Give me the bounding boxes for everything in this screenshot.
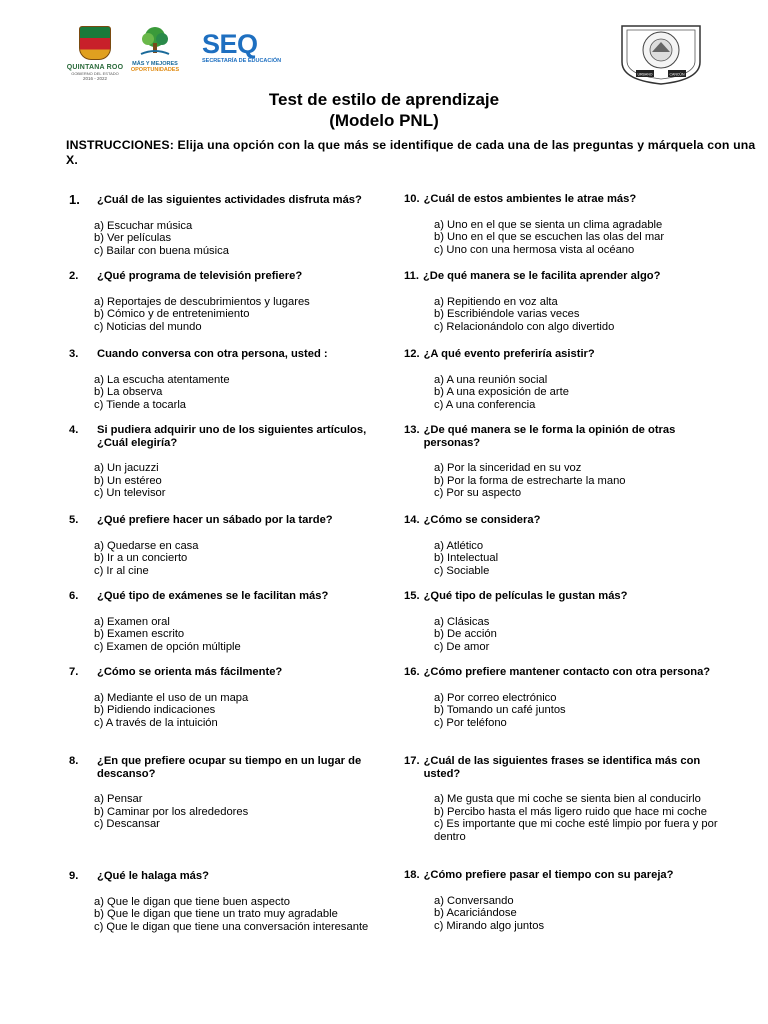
answer-options [69, 540, 389, 578]
answer-options [69, 462, 389, 500]
question-2 [69, 270, 389, 333]
answer-option[interactable]: b) Percibo hasta el más ligero ruido que hace mi coche [434, 805, 707, 818]
school-seal-icon [618, 22, 704, 86]
question-text [69, 348, 389, 361]
question-number: 15. [404, 590, 420, 602]
answer-option[interactable]: a) Repitiendo en voz alta [434, 295, 558, 308]
page-header [0, 0, 768, 90]
answer-option[interactable]: a) La escucha atentamente [94, 373, 230, 386]
question-text [69, 194, 389, 207]
coat-of-arms-icon [79, 26, 111, 60]
answer-option[interactable]: c) Uno con una hermosa vista al océano [434, 243, 635, 256]
answer-option[interactable]: c) A una conferencia [434, 398, 536, 411]
answer-option[interactable]: b) Un estéreo [94, 474, 162, 487]
question-number: 13. [404, 424, 420, 436]
answer-option[interactable]: a) Que le digan que tiene buen aspecto [94, 895, 290, 908]
question-15 [404, 590, 724, 653]
answer-option[interactable]: a) Me gusta que mi coche se sienta bien al conducirlo [434, 793, 701, 805]
answer-options [69, 220, 389, 258]
question-number: 8. [69, 755, 79, 767]
question-text [69, 270, 389, 283]
question-text [404, 270, 724, 283]
answer-option[interactable]: a) Quedarse en casa [94, 539, 199, 552]
question-3 [69, 348, 389, 411]
answer-option[interactable]: b) La observa [94, 386, 163, 398]
logo-mas-line2: OPORTUNIDADES [130, 67, 180, 73]
question-label: ¿Qué tipo de exámenes se le facilitan más? [97, 590, 329, 602]
logo-qroo-years: 2016 - 2022 [82, 76, 108, 81]
answer-option[interactable]: a) Mediante el uso de un mapa [94, 691, 249, 704]
instructions: INSTRUCCIONES: Elija una opción con la que más se identifique de cada una de las preguntas y márquela con una X. [66, 138, 756, 167]
answer-option[interactable]: b) Escribiéndole varias veces [434, 308, 580, 320]
question-17 [404, 755, 724, 843]
answer-option[interactable]: a) Atlético [434, 539, 484, 552]
question-text [69, 424, 389, 449]
answer-options [69, 374, 389, 412]
question-number: 11. [404, 270, 419, 282]
question-number: 18. [404, 869, 420, 881]
answer-option[interactable]: a) Un jacuzzi [94, 462, 159, 474]
tree-icon [138, 26, 172, 56]
question-5 [69, 514, 389, 577]
answer-option[interactable]: b) Que le digan que tiene un trato muy agradable [94, 908, 338, 920]
question-label: ¿Qué le halaga más? [97, 870, 209, 882]
question-text [404, 514, 724, 527]
answer-option[interactable]: a) Pensar [94, 793, 143, 805]
question-number: 9. [69, 870, 79, 882]
question-number: 17. [404, 755, 420, 767]
question-label: ¿Cómo prefiere pasar el tiempo con su pareja? [423, 869, 674, 881]
question-number: 12. [404, 348, 420, 360]
question-14 [404, 514, 724, 577]
answer-option[interactable]: a) Escuchar música [94, 219, 193, 232]
question-8 [69, 755, 389, 831]
question-text [69, 590, 389, 603]
question-number: 5. [69, 514, 79, 526]
question-text [404, 869, 724, 882]
answer-option[interactable]: b) Caminar por los alrededores [94, 805, 249, 818]
answer-options [69, 616, 389, 654]
answer-option[interactable]: b) Ver películas [94, 232, 172, 244]
answer-option[interactable]: c) Por su aspecto [434, 487, 522, 499]
question-label: ¿Cómo se considera? [423, 514, 541, 526]
question-6 [69, 590, 389, 653]
seq-logo [202, 30, 282, 64]
answer-option[interactable]: c) A través de la intuición [94, 716, 218, 729]
answer-options [69, 296, 389, 334]
answer-option[interactable]: c) Bailar con buena música [94, 244, 229, 257]
answer-option[interactable]: b) Uno en el que se escuchen las olas del mar [434, 231, 665, 243]
answer-option[interactable]: b) Intelectual [434, 552, 499, 564]
answer-option[interactable]: a) A una reunión social [434, 373, 548, 386]
answer-options [404, 296, 724, 334]
answer-option[interactable]: a) Conversando [434, 894, 514, 907]
answer-options [404, 462, 724, 500]
answer-options [404, 692, 724, 730]
answer-option[interactable]: b) Acariciándose [434, 907, 517, 919]
answer-option[interactable]: b) De acción [434, 628, 497, 640]
question-text [404, 348, 724, 361]
answer-option[interactable]: a) Examen oral [94, 615, 170, 628]
question-16 [404, 666, 724, 729]
seq-full-name: SECRETARÍA DE EDUCACIÓN [202, 58, 282, 64]
question-label: ¿De qué manera se le facilita aprender algo? [422, 270, 661, 282]
answer-option[interactable]: b) A una exposición de arte [434, 386, 569, 398]
logo-mas-line1: MÁS Y MEJORES [132, 61, 178, 67]
question-9 [69, 870, 389, 933]
answer-option[interactable]: b) Tomando un café juntos [434, 704, 566, 716]
answer-options [69, 793, 389, 831]
question-label: ¿En que prefiere ocupar su tiempo en un lugar de descanso? [97, 755, 362, 780]
answer-option[interactable]: c) Por teléfono [434, 716, 507, 729]
question-text [69, 755, 389, 780]
question-4 [69, 424, 389, 500]
answer-option[interactable]: b) Por la forma de estrecharte la mano [434, 474, 626, 487]
question-text [404, 193, 724, 206]
question-number: 6. [69, 590, 79, 602]
mas-oportunidades-logo [130, 26, 180, 86]
answer-options [404, 540, 724, 578]
logo-qroo-sub: GOBIERNO DEL ESTADO [71, 71, 119, 76]
answer-option[interactable]: a) Por la sinceridad en su voz [434, 462, 582, 474]
answer-option[interactable]: c) Tiende a tocarla [94, 398, 187, 411]
question-number: 1. [69, 192, 80, 207]
question-label: ¿A qué evento preferiría asistir? [423, 348, 595, 360]
question-10 [404, 193, 724, 256]
question-7 [69, 666, 389, 729]
answer-options [404, 895, 724, 933]
question-label: ¿Cómo prefiere mantener contacto con otra persona? [423, 666, 711, 678]
question-label: ¿Qué prefiere hacer un sábado por la tarde? [97, 514, 333, 526]
question-label: ¿Qué tipo de películas le gustan más? [423, 590, 628, 602]
question-label: Cuando conversa con otra persona, usted : [97, 348, 328, 360]
question-label: ¿Cuál de estos ambientes le atrae más? [423, 193, 637, 205]
question-text [69, 666, 389, 679]
question-label: ¿Cuál de las siguientes actividades disfruta más? [97, 194, 362, 206]
answer-option[interactable]: c) Examen de opción múltiple [94, 640, 241, 653]
question-text [69, 870, 389, 883]
question-text [404, 755, 724, 780]
question-number: 4. [69, 424, 79, 436]
question-label: ¿De qué manera se le forma la opinión de otras personas? [423, 424, 676, 449]
answer-option[interactable]: a) Clásicas [434, 615, 490, 628]
page-title: Test de estilo de aprendizaje [268, 90, 500, 109]
seal-left-text: URBANO [637, 72, 653, 77]
answer-options [404, 219, 724, 257]
question-text [69, 514, 389, 527]
answer-options [69, 692, 389, 730]
seal-right-text: CANCÚN [669, 72, 685, 77]
answer-option[interactable]: b) Pidiendo indicaciones [94, 704, 216, 716]
answer-option[interactable]: b) Ir a un concierto [94, 552, 188, 564]
answer-options [404, 793, 724, 843]
question-label: ¿Qué programa de televisión prefiere? [97, 270, 303, 282]
seq-acronym: SEQ [202, 29, 258, 59]
answer-option[interactable]: a) Por correo electrónico [434, 691, 557, 704]
question-label: ¿Cuál de las siguientes frases se identifica más con usted? [423, 755, 701, 780]
logo-qroo-name: QUINTANA ROO [66, 64, 124, 71]
question-label: ¿Cómo se orienta más fácilmente? [97, 666, 283, 678]
answer-option[interactable]: c) Relacionándolo con algo divertido [434, 320, 615, 333]
question-number: 10. [404, 193, 420, 205]
question-text [404, 666, 724, 679]
answer-option[interactable]: c) Ir al cine [94, 564, 149, 577]
question-13 [404, 424, 724, 500]
question-12 [404, 348, 724, 411]
answer-option[interactable]: c) Descansar [94, 818, 160, 830]
answer-option[interactable]: b) Cómico y de entretenimiento [94, 308, 250, 320]
answer-option[interactable]: c) Un televisor [94, 487, 166, 499]
question-number: 16. [404, 666, 420, 678]
quintana-roo-logo [62, 26, 128, 92]
answer-options [404, 374, 724, 412]
question-number: 14. [404, 514, 420, 526]
answer-option[interactable]: c) Que le digan que tiene una conversación interesante [94, 920, 369, 933]
question-label: Si pudiera adquirir uno de los siguientes artículos, ¿Cuál elegiría? [97, 424, 367, 449]
question-text [404, 424, 724, 449]
answer-option[interactable]: c) Noticias del mundo [94, 320, 202, 333]
answer-option[interactable]: c) Sociable [434, 564, 490, 577]
answer-options [69, 896, 389, 934]
question-number: 2. [69, 270, 79, 282]
question-number: 3. [69, 348, 79, 360]
answer-option[interactable]: c) Es importante que mi coche esté limpio por fuera y por dentro [434, 818, 718, 843]
answer-option[interactable]: b) Examen escrito [94, 628, 185, 640]
answer-option[interactable]: c) De amor [434, 640, 490, 653]
question-number: 7. [69, 666, 79, 678]
answer-options [404, 616, 724, 654]
question-11 [404, 270, 724, 333]
question-1 [69, 194, 389, 257]
page-subtitle: (Modelo PNL) [329, 111, 439, 130]
question-18 [404, 869, 724, 932]
answer-option[interactable]: a) Reportajes de descubrimientos y lugares [94, 295, 310, 308]
answer-option[interactable]: a) Uno en el que se sienta un clima agradable [434, 218, 663, 231]
question-text [404, 590, 724, 603]
answer-option[interactable]: c) Mirando algo juntos [434, 919, 545, 932]
